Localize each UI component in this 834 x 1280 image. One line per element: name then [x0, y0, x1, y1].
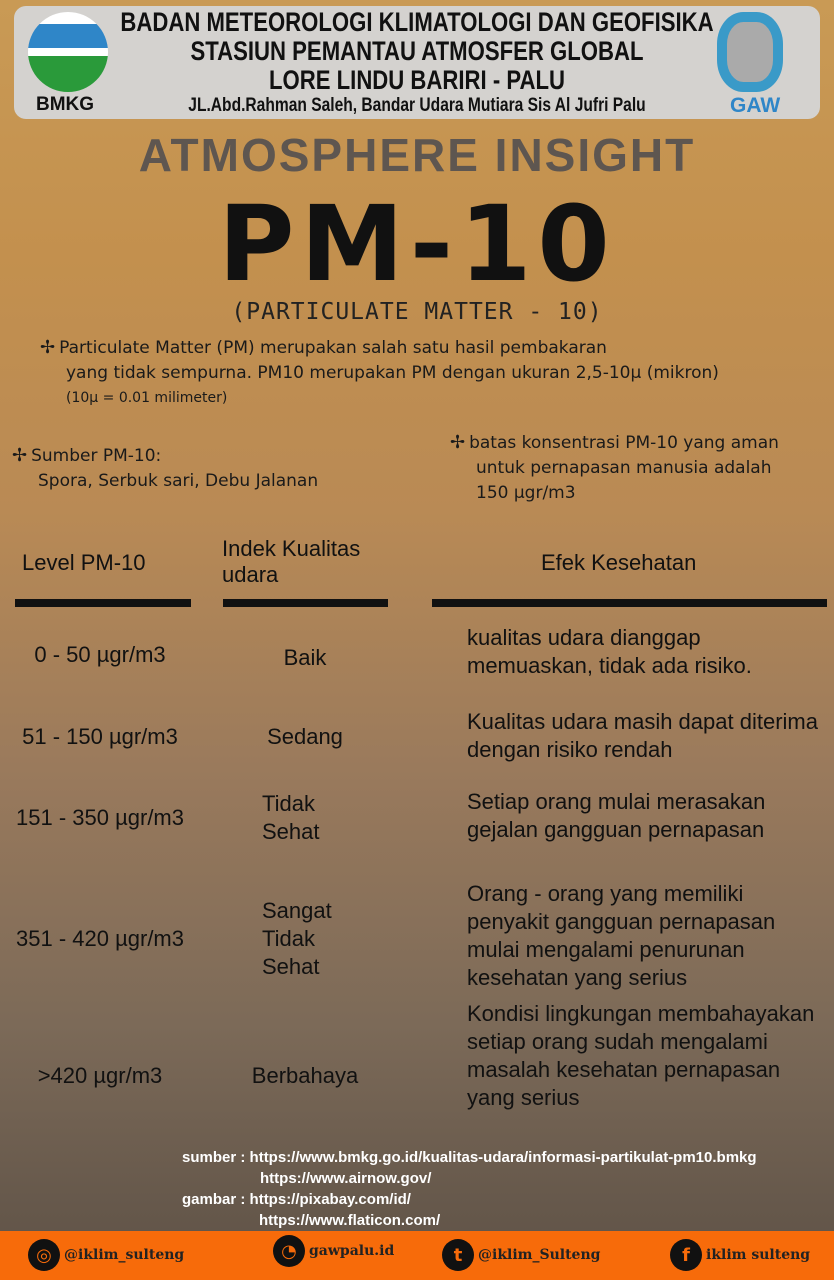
header-index: Indek Kualitas udara: [222, 536, 361, 587]
divider: [15, 599, 191, 607]
source-link[interactable]: https://www.airnow.gov/: [260, 1170, 432, 1187]
row-level: 151 - 350 µgr/m3: [16, 805, 184, 830]
web-address: gawpalu.id: [309, 1243, 395, 1259]
bullet-icon: ✢: [40, 337, 56, 358]
source-items: Spora, Serbuk sari, Debu Jalanan: [38, 471, 319, 491]
subtitle: (PARTICULATE MATTER - 10): [231, 299, 603, 325]
row-index: Tidak Sehat: [262, 791, 320, 844]
bmkg-logo-text: BMKG: [36, 94, 95, 115]
gaw-logo: [717, 12, 783, 92]
definition-line: Particulate Matter (PM) merupakan salah satu hasil pembakaran: [59, 338, 607, 358]
headline: PM-10: [218, 183, 616, 305]
bullet-icon: ✢: [12, 445, 28, 466]
definition-line: yang tidak sempurna. PM10 merupakan PM dengan ukuran 2,5-10µ (mikron): [66, 363, 719, 383]
bullet-icon: ✢: [450, 432, 466, 453]
row-level: 51 - 150 µgr/m3: [22, 724, 178, 749]
limit-block: [450, 430, 779, 506]
page-title: ATMOSPHERE INSIGHT: [138, 129, 696, 181]
divider: [432, 599, 827, 607]
row-effect: Setiap orang mulai merasakan gejalan gangguan pernapasan: [467, 789, 766, 842]
sumber-label: sumber :: [182, 1149, 246, 1166]
web-link[interactable]: [273, 1235, 394, 1267]
limit-line: untuk pernapasan manusia adalah: [476, 458, 772, 478]
row-index: Sangat Tidak Sehat: [262, 898, 332, 979]
instagram-icon: ◎: [28, 1239, 60, 1271]
gaw-logo-text: GAW: [730, 94, 781, 117]
definition-note: (10µ = 0.01 milimeter): [66, 390, 228, 406]
header-banner: [14, 6, 820, 119]
header-line2: STASIUN PEMANTAU ATMOSFER GLOBAL: [190, 36, 644, 66]
facebook-link[interactable]: [670, 1239, 810, 1271]
facebook-icon: f: [670, 1239, 702, 1271]
row-effect: Kualitas udara masih dapat diterima dengan risiko rendah: [467, 709, 818, 762]
divider: [223, 599, 388, 607]
row-effect: Orang - orang yang memiliki penyakit gangguan pernapasan mulai mengalami penurunan kesehatan yang serius: [467, 881, 776, 990]
row-index: Berbahaya: [251, 1063, 359, 1088]
instagram-link[interactable]: [28, 1239, 184, 1271]
row-effect: kualitas udara dianggap memuaskan, tidak ada risiko.: [467, 625, 752, 678]
header-line3: LORE LINDU BARIRI - PALU: [268, 65, 565, 95]
chrome-icon: ◔: [273, 1235, 305, 1267]
instagram-handle: @iklim_sulteng: [64, 1247, 185, 1263]
row-index: Sedang: [267, 724, 343, 749]
header-address: JL.Abd.Rahman Saleh, Bandar Udara Mutiara Sis Al Jufri Palu: [188, 95, 646, 116]
twitter-icon: t: [442, 1239, 474, 1271]
source-block: [12, 443, 318, 494]
gambar-label: gambar :: [182, 1191, 246, 1208]
twitter-link[interactable]: [442, 1239, 600, 1271]
definition-block: [40, 335, 719, 411]
row-effect: Kondisi lingkungan membahayakan setiap orang sudah mengalami masalah kesehatan pernapasan yang serius: [467, 1001, 815, 1110]
sources: [182, 1147, 757, 1231]
source-title: Sumber PM-10:: [31, 446, 162, 466]
row-index: Baik: [283, 645, 327, 670]
twitter-handle: @iklim_Sulteng: [478, 1247, 601, 1263]
source-link[interactable]: https://www.bmkg.go.id/kualitas-udara/informasi-partikulat-pm10.bmkg: [249, 1149, 757, 1166]
footer: [0, 1231, 834, 1280]
header-line1: BADAN METEOROLOGI KLIMATOLOGI DAN GEOFISIKA: [120, 7, 714, 37]
row-level: 0 - 50 µgr/m3: [34, 642, 166, 667]
source-link[interactable]: https://pixabay.com/id/: [249, 1191, 411, 1208]
limit-line: batas konsentrasi PM-10 yang aman: [469, 433, 779, 453]
source-link[interactable]: https://www.flaticon.com/: [259, 1212, 441, 1229]
facebook-handle: iklim sulteng: [706, 1247, 811, 1263]
header-effect: Efek Kesehatan: [541, 550, 697, 575]
limit-line: 150 µgr/m3: [476, 483, 576, 503]
row-level: >420 µgr/m3: [37, 1063, 163, 1088]
row-level: 351 - 420 µgr/m3: [16, 926, 184, 951]
header-level: Level PM-10: [22, 550, 146, 575]
